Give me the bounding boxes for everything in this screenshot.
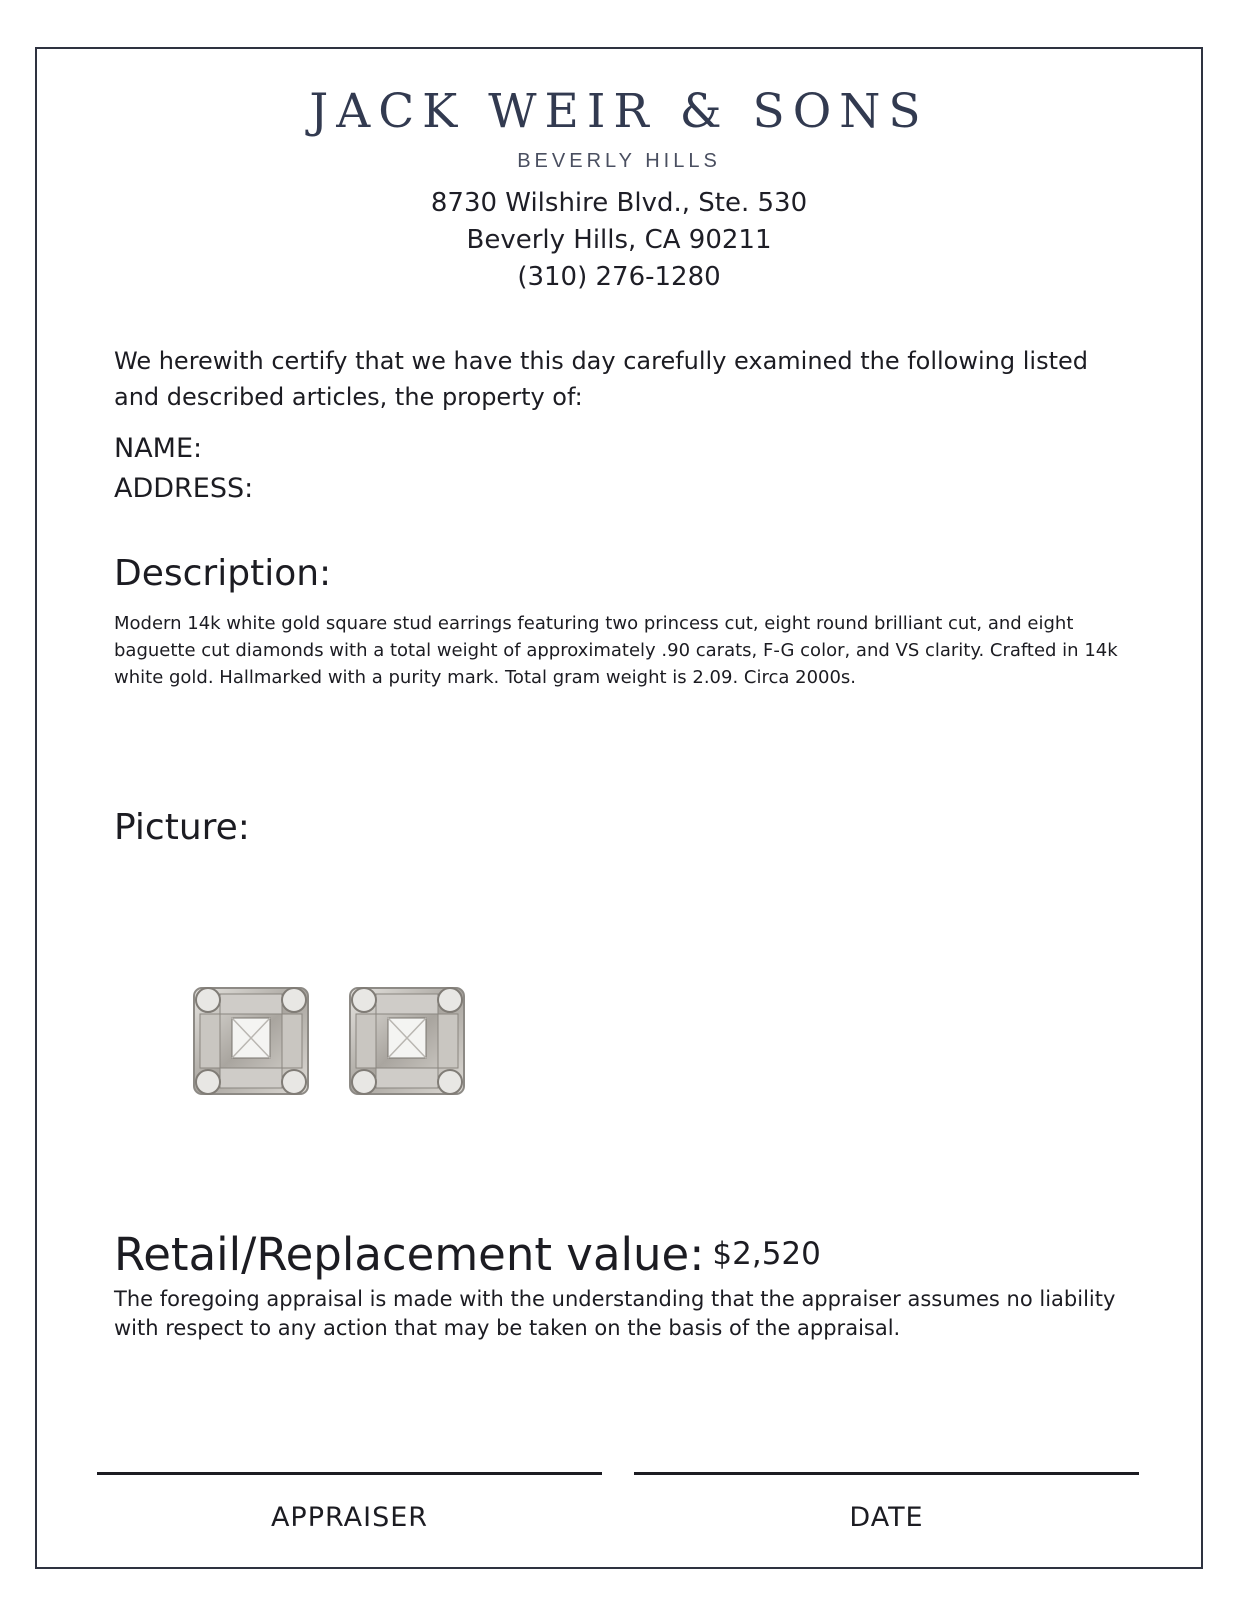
appraiser-label: APPRAISER — [270, 1502, 429, 1533]
description-heading: Description: — [114, 553, 332, 594]
earrings-photo — [186, 980, 486, 1110]
picture-heading: Picture: — [114, 807, 250, 848]
left-earring — [194, 988, 308, 1094]
description-text: Modern 14k white gold square stud earrings featuring two princess cut, eight round brilliant cut, and eight baguette cut diamonds with a total weight of approximately .90 carats, F-G color, and VS clarity. Crafted in 14k white gold. Hallmarked with a purity mark. Total gram weight is 2.09. Circa 2000s. — [114, 613, 1118, 688]
name-label: NAME: — [114, 433, 203, 464]
right-earring — [350, 988, 464, 1094]
valuation-amount: $2,520 — [712, 1236, 821, 1272]
appraiser-signature-line — [97, 1472, 602, 1475]
brand-location: BEVERLY HILLS — [517, 150, 721, 172]
address-label: ADDRESS: — [114, 473, 254, 504]
address-line-2: Beverly Hills, CA 90211 — [466, 225, 772, 255]
phone-number: (310) 276-1280 — [517, 262, 721, 292]
disclaimer-text: The foregoing appraisal is made with the understanding that the appraiser assumes no liability with respect to any action that may be taken on the basis of the appraisal. — [114, 1287, 1116, 1340]
valuation-line — [114, 1228, 821, 1281]
brand-logo: JACK WEIR & SONS — [309, 84, 929, 139]
date-signature-line — [634, 1472, 1139, 1475]
valuation-label: Retail/Replacement value: — [114, 1228, 705, 1281]
address-line-1: 8730 Wilshire Blvd., Ste. 530 — [430, 188, 808, 218]
certification-statement: We herewith certify that we have this day carefully examined the following listed and described articles, the property of: — [114, 347, 1088, 411]
date-label: DATE — [849, 1502, 924, 1533]
